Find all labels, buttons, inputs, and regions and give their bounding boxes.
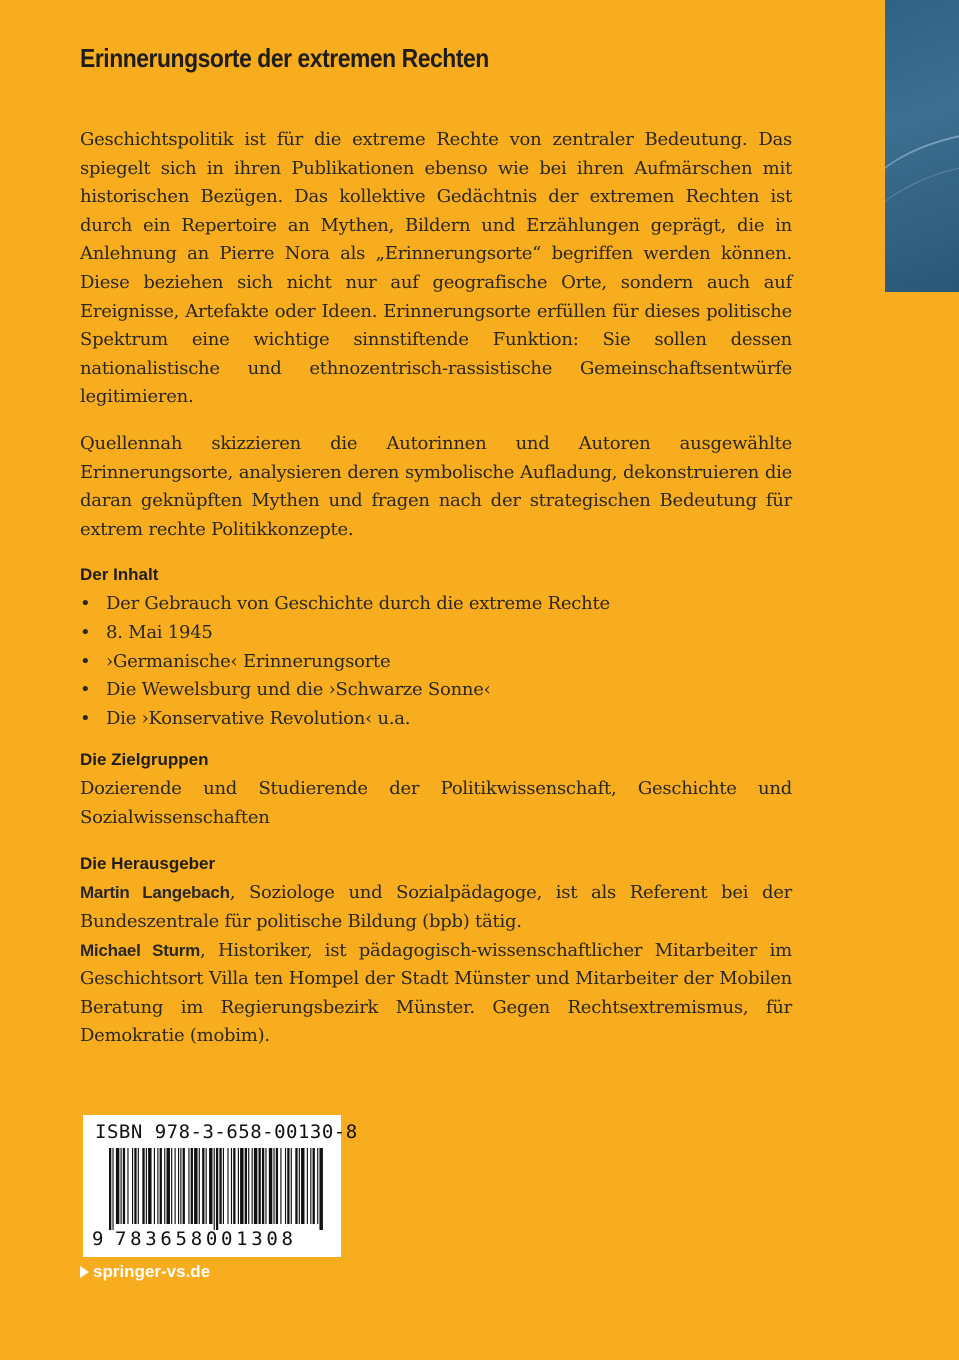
barcode-bar	[319, 1148, 322, 1230]
editors-heading: Die Herausgeber	[80, 854, 216, 874]
contents-item: • Der Gebrauch von Geschichte durch die extreme Rechte	[80, 593, 610, 615]
barcode-bar	[227, 1148, 228, 1224]
barcode-bar	[148, 1148, 151, 1224]
barcode-bar	[206, 1148, 207, 1224]
barcode-bar	[183, 1148, 185, 1224]
barcode-bar	[142, 1148, 144, 1224]
barcode-bar	[127, 1148, 128, 1224]
barcode-bar	[265, 1148, 266, 1224]
barcode-bar	[262, 1148, 264, 1224]
barcode-bar	[132, 1148, 133, 1224]
editor-description: , Soziologe und Sozialpädagoge, ist als Referent bei der Bundeszentrale für politische Bildung (bpb) tätig.	[80, 882, 792, 933]
barcode-bar	[178, 1148, 179, 1224]
cover-corner-graphic	[885, 0, 959, 292]
editor-bio	[80, 879, 792, 936]
editor-description: , Historiker, ist pädagogisch-wissenschaftlicher Mitarbeiter im Geschichtsort Villa ten Hompel der Stadt Münster und Mitarbeiter der Mobilen Beratung im Regierungsbezirk Münster. Gegen Rechtsextremismus, für Demokratie (mobim).	[80, 939, 792, 1047]
intro-paragraph-1: Geschichtspolitik ist für die extreme Rechte von zentraler Bedeutung. Das spiegelt sich in ihren Publikationen ebenso wie bei ihren Aufmärschen mit historischen Bezügen. Das kollektive Gedächtnis der extremen Rechten ist durch ein Repertoire an Mythen, Bildern und Erzählungen geprägt, die in Anlehnung an Pierre Nora als „Erinnerungsorte“ begriffen werden können. Diese beziehen sich nicht nur auf geografische Orte, sondern auch auf Ereignisse, Artefakte oder Ideen. Erinnerungsorte erfüllen für dieses politische Spektrum eine wichtige sinnstiftende Funktion: Sie sollen dessen nationalistische und ethnozentrisch-rassistische Gemeinschaftsentwürfe legitimieren.	[80, 129, 792, 408]
barcode-bar	[295, 1148, 297, 1224]
contents-item: • ›Germanische‹ Erinnerungsorte	[80, 650, 391, 672]
barcode-bar	[287, 1148, 289, 1224]
barcode-bar	[301, 1148, 304, 1224]
barcode-bar	[285, 1148, 286, 1224]
book-title: Erinnerungsorte der extremen Rechten	[80, 43, 489, 73]
barcode-bar	[109, 1148, 111, 1230]
barcode-bar	[238, 1148, 239, 1224]
barcode-bar	[219, 1148, 221, 1224]
audience-text: Dozierende und Studierende der Politikwissenschaft, Geschichte und Sozialwissenschaften	[80, 778, 792, 828]
barcode-bar	[160, 1148, 162, 1224]
barcode-bar	[188, 1148, 189, 1224]
barcode-bar	[254, 1148, 257, 1224]
contents-item: • 8. Mai 1945	[80, 621, 213, 643]
barcode-bar	[121, 1148, 122, 1224]
barcode-bar	[175, 1148, 176, 1224]
barcode-bar	[116, 1148, 119, 1224]
barcode-bar	[171, 1148, 172, 1224]
editor-name: Michael Sturm	[80, 940, 200, 960]
barcode-bar	[273, 1148, 274, 1224]
barcode-bar	[231, 1148, 232, 1224]
barcode	[109, 1148, 323, 1230]
barcode-bar	[317, 1148, 318, 1224]
barcode-bar	[167, 1148, 170, 1224]
barcode-bar	[138, 1148, 139, 1224]
barcode-bar	[307, 1148, 308, 1224]
barcode-bar	[259, 1148, 261, 1224]
barcode-bar	[280, 1148, 281, 1224]
barcode-bar	[276, 1148, 278, 1224]
editor-bio	[80, 937, 792, 1051]
play-arrow-icon	[80, 1266, 89, 1278]
barcode-bar	[233, 1148, 235, 1224]
barcode-bar	[202, 1148, 204, 1224]
barcode-bar	[248, 1148, 249, 1224]
barcode-bar	[164, 1148, 165, 1224]
barcode-bar	[199, 1148, 200, 1224]
barcode-bar	[191, 1148, 193, 1224]
contents-list	[80, 590, 792, 733]
publisher-url: springer-vs.de	[93, 1262, 211, 1281]
barcode-bar	[299, 1148, 300, 1224]
barcode-bar	[194, 1148, 197, 1224]
barcode-bar	[214, 1148, 215, 1230]
barcode-first-digit: 9	[92, 1228, 104, 1250]
barcode-bar	[216, 1148, 218, 1230]
barcode-bar	[310, 1148, 311, 1224]
editor-name: Martin Langebach	[80, 883, 230, 903]
barcode-bar	[240, 1148, 243, 1224]
intro-paragraph-2: Quellennah skizzieren die Autorinnen und Autoren ausgewählte Erinnerungsorte, analysieren deren symbolische Aufladung, dekonstruieren die daran geknüpften Mythen und fragen nach der strategischen Bedeutung für extrem rechte Politikkonzepte.	[80, 432, 792, 540]
isbn-label: ISBN 978-3-658-00130-8	[95, 1121, 358, 1143]
audience-heading: Die Zielgruppen	[80, 750, 209, 770]
barcode-bar	[157, 1148, 158, 1224]
barcode-bar	[269, 1148, 272, 1224]
barcode-bar	[245, 1148, 247, 1224]
barcode-bar	[252, 1148, 253, 1224]
barcode-bar	[209, 1148, 212, 1224]
barcode-bar	[123, 1148, 125, 1224]
back-cover-text	[80, 40, 792, 1051]
barcode-bar	[154, 1148, 155, 1224]
isbn-barcode-box	[83, 1115, 358, 1257]
barcode-bar	[146, 1148, 147, 1224]
barcode-bar	[134, 1148, 136, 1224]
barcode-bar	[180, 1148, 181, 1224]
contents-item: • Die ›Konservative Revolution‹ u.a.	[80, 707, 411, 729]
publisher-link[interactable]	[80, 1262, 210, 1282]
barcode-bar	[313, 1148, 315, 1224]
contents-item: • Die Wewelsburg und die ›Schwarze Sonne‹	[80, 679, 491, 701]
barcode-bar	[223, 1148, 224, 1224]
barcode-bar	[112, 1148, 113, 1230]
barcode-bar	[291, 1148, 292, 1224]
barcode-digits: 783658001308	[115, 1228, 297, 1250]
contents-heading: Der Inhalt	[80, 565, 159, 585]
